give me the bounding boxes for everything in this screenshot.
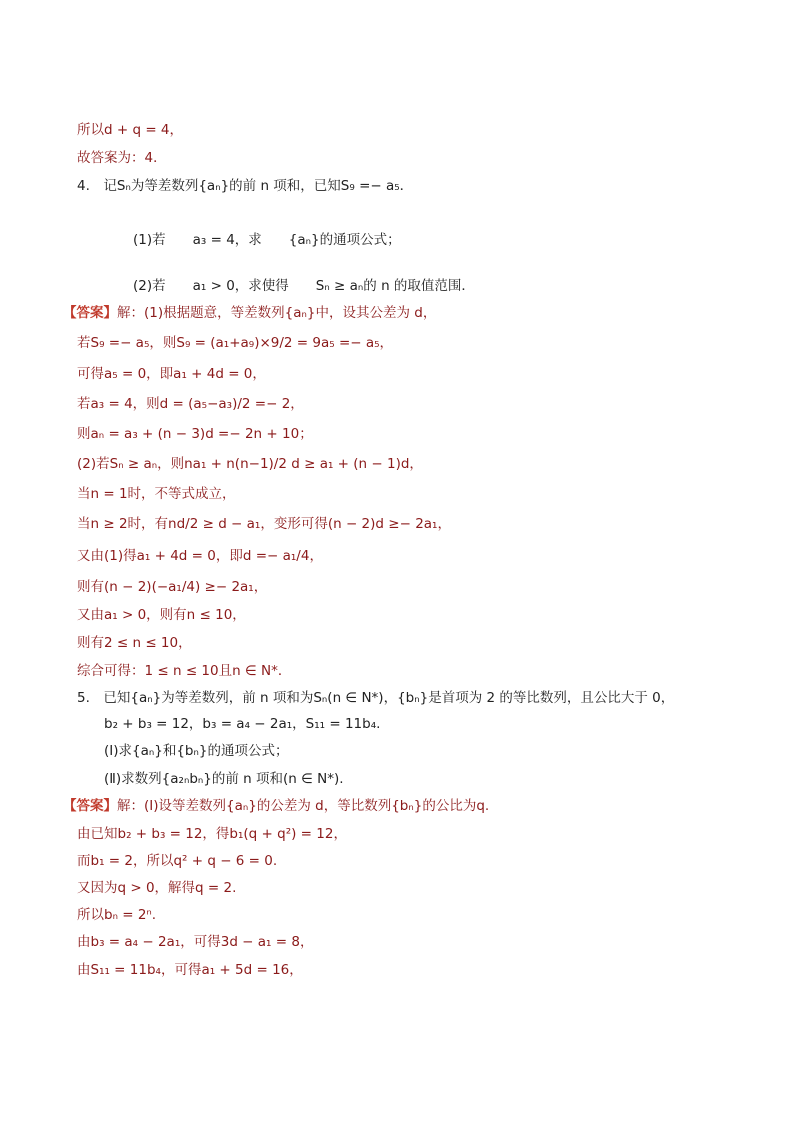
answer-text: 解：(1)根据题意，等差数列{aₙ}中，设其公差为 d， — [117, 305, 437, 321]
text-line: 由b₃ = a₄ − 2a₁，可得3d − a₁ = 8， — [77, 934, 314, 950]
text-line: 则aₙ = a₃ + (n − 3)d =− 2n + 10； — [77, 426, 313, 442]
answer-line-5 — [63, 796, 489, 816]
problem-5-part-2: (Ⅱ)求数列{a₂ₙbₙ}的前 n 项和(n ∈ N*). — [104, 771, 344, 787]
answer-text: 解：(Ⅰ)设等差数列{aₙ}的公差为 d，等比数列{bₙ}的公比为q. — [117, 798, 490, 814]
text-line: 又因为q > 0，解得q = 2. — [77, 880, 237, 896]
text-line: 由已知b₂ + b₃ = 12，得b₁(q + q²) = 12， — [77, 826, 347, 842]
answer-label: 【答案】 — [63, 305, 117, 321]
problem-4-part-2: (2)若 a₁ > 0，求使得 Sₙ ≥ aₙ的 n 的取值范围． — [133, 278, 475, 294]
text-line: 若S₉ =− a₅，则S₉ = (a₁+a₉)×9/2 = 9a₅ =− a₅， — [77, 335, 394, 351]
text-line: 所以bₙ = 2ⁿ. — [77, 907, 157, 923]
text-line: 由S₁₁ = 11b₄，可得a₁ + 5d = 16， — [77, 962, 303, 978]
text-line: 综合可得：1 ≤ n ≤ 10且n ∈ N*． — [77, 663, 292, 679]
text-line: 可得a₅ = 0，即a₁ + 4d = 0， — [77, 366, 266, 382]
text-line: 当n = 1时，不等式成立， — [77, 486, 236, 502]
answer-label: 【答案】 — [63, 798, 117, 814]
problem-5-statement: 5. 已知{aₙ}为等差数列，前 n 项和为Sₙ(n ∈ N*)，{bₙ}是首项为 2 的等比数列，且公比大于 0， — [77, 690, 675, 706]
problem-5-conditions: b₂ + b₃ = 12，b₃ = a₄ − 2a₁，S₁₁ = 11b₄. — [104, 716, 381, 732]
text-line: 若a₃ = 4，则d = (a₅−a₃)/2 =− 2， — [77, 396, 304, 412]
answer-line-4 — [63, 303, 436, 323]
text-line: 所以d + q = 4， — [77, 122, 184, 138]
text-line: 而b₁ = 2，所以q² + q − 6 = 0. — [77, 853, 278, 869]
text-line: 则有(n − 2)(−a₁/4) ≥− 2a₁， — [77, 579, 268, 595]
problem-4-part-1: (1)若 a₃ = 4，求 {aₙ}的通项公式； — [133, 232, 401, 248]
text-line: 又由(1)得a₁ + 4d = 0，即d =− a₁/4， — [77, 548, 323, 564]
problem-4-statement: 4. 记Sₙ为等差数列{aₙ}的前 n 项和，已知S₉ =− a₅． — [77, 178, 414, 194]
text-line: 故答案为：4． — [77, 150, 167, 166]
problem-5-part-1: (Ⅰ)求{aₙ}和{bₙ}的通项公式； — [104, 743, 289, 759]
text-line: 则有2 ≤ n ≤ 10， — [77, 635, 192, 651]
text-line: (2)若Sₙ ≥ aₙ，则na₁ + n(n−1)/2 d ≥ a₁ + (n − 1)d， — [77, 456, 423, 472]
text-line: 又由a₁ > 0，则有n ≤ 10， — [77, 607, 246, 623]
text-line: 当n ≥ 2时，有nd/2 ≥ d − a₁，变形可得(n − 2)d ≥− 2a₁， — [77, 516, 451, 532]
